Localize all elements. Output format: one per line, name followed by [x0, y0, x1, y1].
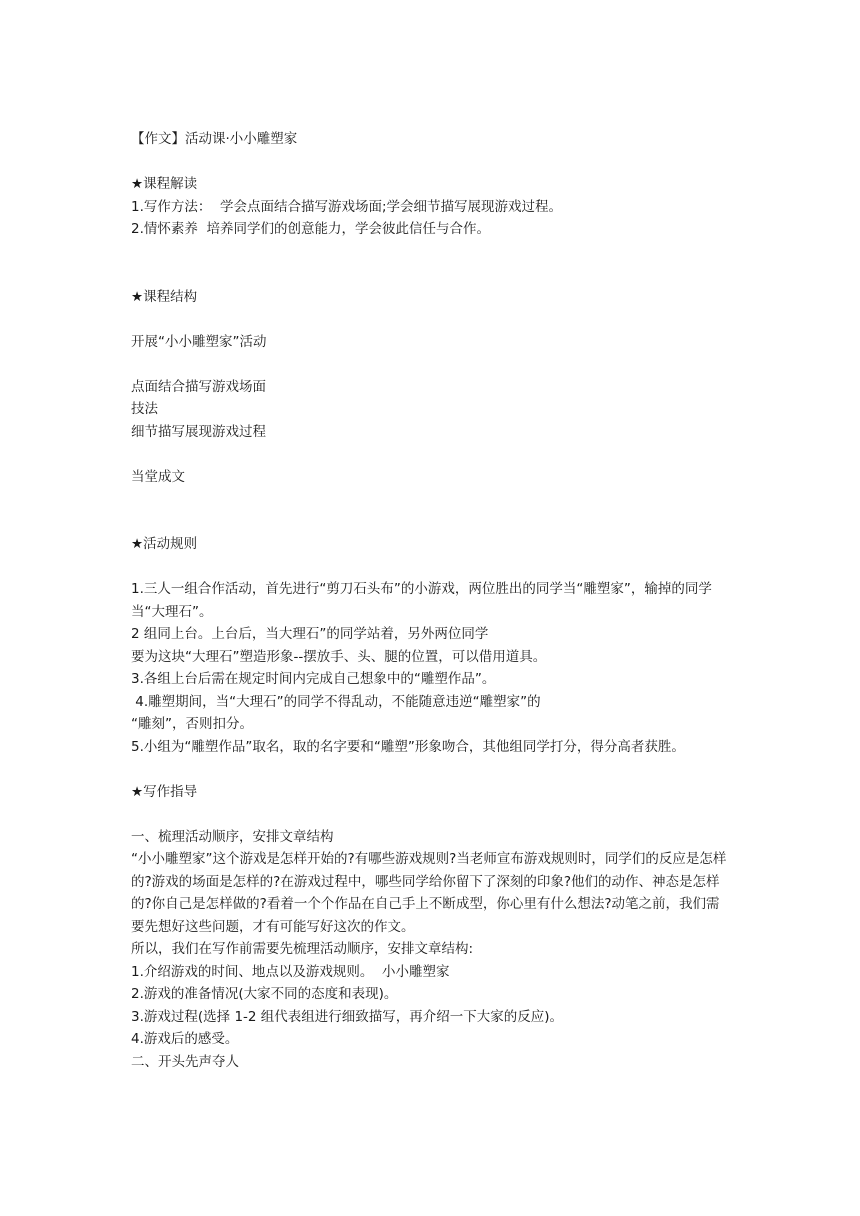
guide-paragraph-1: “小小雕塑家”这个游戏是怎样开始的?有哪些游戏规则?当老师宣布游戏规则时，同学们的反应是怎样的?游戏的场面是怎样的?在游戏过程中，哪些同学给你留下了深刻的印象?他们的动作、神态是怎样的?你自己是怎样做的?看着一个个作品在自己手上不断成型，你心里有什么想法?动笔之前，我们需要先想好这些问题，才有可能写好这次的作文。	[131, 851, 727, 935]
rule-2a: 2 组同上台。上台后，当大理石”的同学站着，另外两位同学	[131, 626, 489, 642]
guide-list-item-1: 1.介绍游戏的时间、地点以及游戏规则。 小小雕塑家	[131, 963, 450, 980]
section-heading-writing-guide: ★写作指导	[131, 783, 198, 800]
guide-list-item-4: 4.游戏后的感受。	[131, 1031, 239, 1047]
guide-list-item-3: 3.游戏过程(选择 1-2 组代表组进行细致描写，再介绍一下大家的反应)。	[131, 1008, 564, 1025]
document-page	[131, 128, 731, 1073]
rule-3: 3.各组上台后需在规定时间内完成自己想象中的“雕塑作品”。	[131, 671, 496, 687]
section-heading-course-reading: ★课程解读	[131, 176, 198, 192]
rule-2b: 要为这块“大理石”塑造形象--摆放手、头、腿的位置，可以借用道具。	[131, 648, 547, 665]
reading-item-1: 1.写作方法： 学会点面结合描写游戏场面;学会细节描写展现游戏过程。	[131, 198, 563, 215]
guide-list-item-2: 2.游戏的准备情况(大家不同的态度和表现)。	[131, 986, 398, 1002]
guide-subheading-2: 二、开头先声夺人	[131, 1053, 239, 1070]
section-heading-activity-rules: ★活动规则	[131, 536, 198, 552]
structure-final: 当堂成文	[131, 468, 185, 485]
structure-skill-1: 点面结合描写游戏场面	[131, 378, 266, 395]
rule-4a: 4.雕塑期间，当“大理石”的同学不得乱动，不能随意违逆“雕塑家”的	[131, 693, 541, 710]
guide-subheading-1: 一、梳理活动顺序，安排文章结构	[131, 828, 334, 845]
document-title: 【作文】活动课·小小雕塑家	[131, 131, 298, 147]
section-heading-course-structure: ★课程结构	[131, 288, 198, 305]
structure-activity: 开展“小小雕塑家”活动	[131, 333, 267, 350]
rule-1: 1.三人一组合作活动，首先进行“剪刀石头布”的小游戏，两位胜出的同学当“雕塑家”，输掉的同学当“大理石”。	[131, 581, 712, 620]
structure-skill-label: 技法	[131, 401, 158, 417]
guide-paragraph-2: 所以，我们在写作前需要先梳理活动顺序，安排文章结构:	[131, 941, 474, 957]
reading-item-2: 2.情怀素养 培养同学们的创意能力，学会彼此信任与合作。	[131, 221, 490, 237]
rule-5: 5.小组为“雕塑作品”取名，取的名字要和“雕塑”形象吻合，其他组同学打分，得分高者获胜。	[131, 738, 685, 755]
structure-skill-2: 细节描写展现游戏过程	[131, 423, 266, 440]
rule-4b: “雕刻”，否则扣分。	[131, 716, 253, 732]
